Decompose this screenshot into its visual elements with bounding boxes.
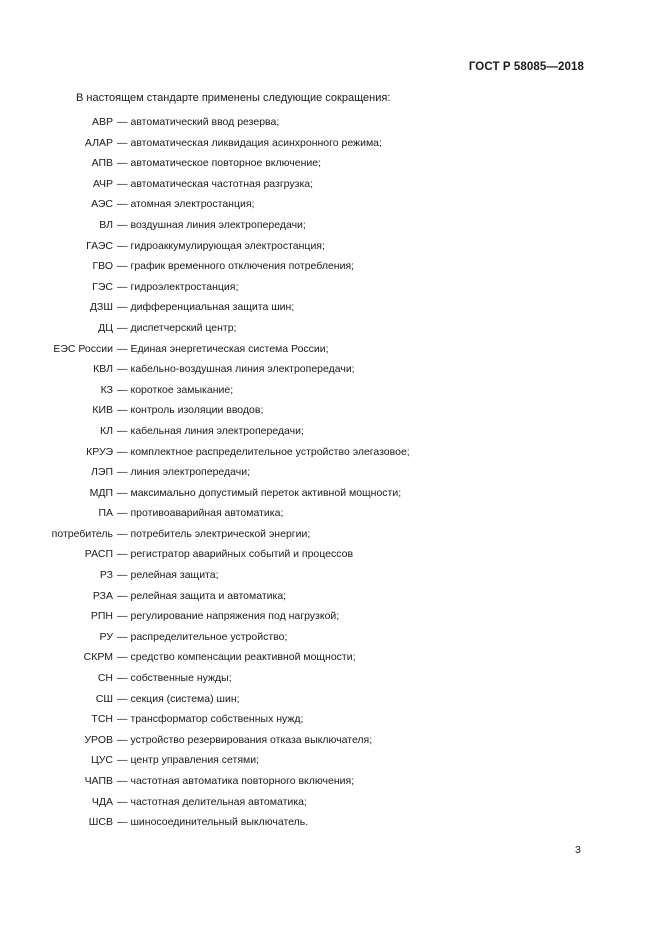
abbreviation-definition: контроль изоляции вводов; <box>130 404 264 417</box>
abbreviation-term: ЧДА <box>91 795 113 808</box>
abbreviation-row <box>0 630 661 651</box>
abbreviation-definition: кабельно-воздушная линия электропередачи; <box>130 363 355 376</box>
em-dash-separator: — <box>117 198 128 211</box>
em-dash-separator: — <box>117 363 128 376</box>
abbreviation-term: ЛЭП <box>91 466 113 479</box>
abbreviation-row <box>0 712 661 733</box>
abbreviation-definition: средство компенсации реактивной мощности; <box>130 651 356 664</box>
abbreviation-row <box>0 259 661 280</box>
abbreviation-term: ТСН <box>91 713 113 726</box>
abbreviation-row <box>0 115 661 136</box>
abbreviation-definition: атомная электростанция; <box>130 198 255 211</box>
abbreviation-row <box>0 609 661 630</box>
abbreviation-row <box>0 321 661 342</box>
abbreviation-definition: автоматическое повторное включение; <box>130 157 322 170</box>
em-dash-separator: — <box>117 672 128 685</box>
abbreviation-definition: трансформатор собственных нужд; <box>130 713 304 726</box>
abbreviation-definition: гидроаккумулирующая электростанция; <box>130 239 325 252</box>
em-dash-separator: — <box>117 136 128 149</box>
abbreviation-definition: автоматическая ликвидация асинхронного режима; <box>130 136 382 149</box>
em-dash-separator: — <box>117 383 128 396</box>
abbreviation-row <box>0 177 661 198</box>
abbreviation-term: УРОВ <box>84 733 113 746</box>
abbreviation-term: ЦУС <box>90 754 113 767</box>
abbreviation-term: потребитель <box>51 527 113 540</box>
abbreviation-term: ВЛ <box>99 218 113 231</box>
abbreviation-term: ДЗШ <box>89 301 113 314</box>
abbreviation-term: КЛ <box>99 424 113 437</box>
em-dash-separator: — <box>117 218 128 231</box>
abbreviation-definition: максимально допустимый переток активной мощности; <box>130 486 402 499</box>
abbreviation-term: РАСП <box>84 548 113 561</box>
page-number: 3 <box>575 844 581 856</box>
abbreviation-row <box>0 218 661 239</box>
abbreviation-definition: шиносоединительный выключатель. <box>130 816 309 829</box>
em-dash-separator: — <box>117 569 128 582</box>
em-dash-separator: — <box>117 177 128 190</box>
abbreviation-definition: автоматический ввод резерва; <box>130 116 280 128</box>
abbreviation-definition: короткое замыкание; <box>130 383 234 396</box>
abbreviation-definition: собственные нужды; <box>130 672 232 685</box>
abbreviation-row <box>0 527 661 548</box>
abbreviation-term: АПВ <box>91 157 113 170</box>
abbreviation-row <box>0 383 661 404</box>
abbreviation-row <box>0 568 661 589</box>
abbreviation-definition: частотная автоматика повторного включения; <box>130 775 355 787</box>
abbreviation-term: КВЛ <box>93 363 113 376</box>
abbreviation-term: ЧАПВ <box>84 775 113 787</box>
abbreviation-row <box>0 403 661 424</box>
em-dash-separator: — <box>117 610 128 623</box>
em-dash-separator: — <box>117 795 128 808</box>
abbreviation-term: РЗА <box>92 589 113 602</box>
em-dash-separator: — <box>117 589 128 602</box>
em-dash-separator: — <box>117 280 128 293</box>
abbreviation-definition: регистратор аварийных событий и процессов <box>130 548 354 561</box>
em-dash-separator: — <box>117 404 128 417</box>
abbreviation-term: АЧР <box>92 177 113 190</box>
em-dash-separator: — <box>117 486 128 499</box>
abbreviation-term: АЭС <box>91 198 113 211</box>
em-dash-separator: — <box>117 342 128 355</box>
abbreviation-definition: распределительное устройство; <box>130 630 288 643</box>
abbreviation-term: РУ <box>99 630 113 643</box>
abbreviation-definition: устройство резервирования отказа выключателя; <box>130 733 373 746</box>
abbreviation-term: РЗ <box>99 569 113 582</box>
abbreviation-definition: автоматическая частотная разгрузка; <box>130 177 314 190</box>
abbreviation-term: ПА <box>98 507 113 520</box>
abbreviation-definition: дифференциальная защита шин; <box>130 301 295 314</box>
abbreviation-definition: противоаварийная автоматика; <box>130 507 284 520</box>
abbreviation-definition: регулирование напряжения под нагрузкой; <box>130 610 340 623</box>
em-dash-separator: — <box>117 157 128 170</box>
em-dash-separator: — <box>117 301 128 314</box>
abbreviation-term: ГВО <box>92 260 113 273</box>
abbreviation-row <box>0 733 661 754</box>
abbreviation-definition: диспетчерский центр; <box>130 321 237 334</box>
abbreviation-definition: потребитель электрической энергии; <box>130 527 311 540</box>
em-dash-separator: — <box>117 260 128 273</box>
em-dash-separator: — <box>117 445 128 458</box>
abbreviation-term: СКРМ <box>83 651 113 664</box>
abbreviation-row <box>0 424 661 445</box>
em-dash-separator: — <box>117 548 128 561</box>
abbreviation-definition: воздушная линия электропередачи; <box>130 218 306 231</box>
abbreviation-definition: линия электропередачи; <box>130 466 251 479</box>
abbreviation-term: ГЭС <box>92 280 113 293</box>
em-dash-separator: — <box>117 775 128 787</box>
abbreviation-term: АВР <box>91 116 113 128</box>
abbreviation-row <box>0 362 661 383</box>
abbreviation-definition: график временного отключения потребления; <box>130 260 355 273</box>
em-dash-separator: — <box>117 713 128 726</box>
em-dash-separator: — <box>117 692 128 705</box>
abbreviation-list <box>0 115 661 836</box>
abbreviation-row <box>0 589 661 610</box>
em-dash-separator: — <box>117 466 128 479</box>
em-dash-separator: — <box>117 816 128 829</box>
em-dash-separator: — <box>117 424 128 437</box>
abbreviation-row <box>0 280 661 301</box>
abbreviation-definition: секция (система) шин; <box>130 692 240 705</box>
em-dash-separator: — <box>117 321 128 334</box>
abbreviation-term: КИВ <box>92 404 113 417</box>
em-dash-separator: — <box>117 527 128 540</box>
abbreviation-row <box>0 445 661 466</box>
abbreviation-term: СШ <box>95 692 113 705</box>
abbreviation-definition: гидроэлектростанция; <box>130 280 239 293</box>
abbreviation-term: ДЦ <box>98 321 113 334</box>
abbreviation-definition: Единая энергетическая система России; <box>130 342 329 355</box>
abbreviation-term: РПН <box>90 610 113 623</box>
abbreviation-row <box>0 692 661 713</box>
abbreviation-definition: релейная защита; <box>130 569 219 582</box>
em-dash-separator: — <box>117 507 128 520</box>
abbreviation-definition: комплектное распределительное устройство элегазовое; <box>130 445 410 458</box>
abbreviation-row <box>0 753 661 774</box>
abbreviation-row <box>0 506 661 527</box>
abbreviation-term: МДП <box>89 486 113 499</box>
abbreviation-definition: кабельная линия электропередачи; <box>130 424 304 437</box>
em-dash-separator: — <box>117 116 128 128</box>
em-dash-separator: — <box>117 754 128 767</box>
abbreviation-row <box>0 795 661 816</box>
abbreviation-row <box>0 486 661 507</box>
abbreviation-term: КЗ <box>100 383 113 396</box>
abbreviation-term: ГАЭС <box>86 239 113 252</box>
intro-paragraph: В настоящем стандарте применены следующие сокращения: <box>76 92 391 104</box>
abbreviation-row <box>0 465 661 486</box>
abbreviation-row <box>0 815 661 836</box>
abbreviation-row <box>0 650 661 671</box>
abbreviation-row <box>0 300 661 321</box>
abbreviation-definition: центр управления сетями; <box>130 754 260 767</box>
abbreviation-definition: релейная защита и автоматика; <box>130 589 287 602</box>
abbreviation-row <box>0 774 661 795</box>
abbreviation-term: ЕЭС России <box>53 342 113 355</box>
abbreviation-term: ШСВ <box>88 816 113 829</box>
em-dash-separator: — <box>117 239 128 252</box>
document-header: ГОСТ Р 58085—2018 <box>468 61 584 73</box>
abbreviation-row <box>0 156 661 177</box>
em-dash-separator: — <box>117 733 128 746</box>
abbreviation-row <box>0 136 661 157</box>
abbreviation-term: СН <box>97 672 113 685</box>
em-dash-separator: — <box>117 630 128 643</box>
abbreviation-row <box>0 239 661 260</box>
abbreviation-term: КРУЭ <box>86 445 113 458</box>
em-dash-separator: — <box>117 651 128 664</box>
abbreviation-row <box>0 671 661 692</box>
abbreviation-definition: частотная делительная автоматика; <box>130 795 307 808</box>
abbreviation-row <box>0 197 661 218</box>
abbreviation-row <box>0 547 661 568</box>
abbreviation-term: АЛАР <box>84 136 113 149</box>
abbreviation-row <box>0 342 661 363</box>
